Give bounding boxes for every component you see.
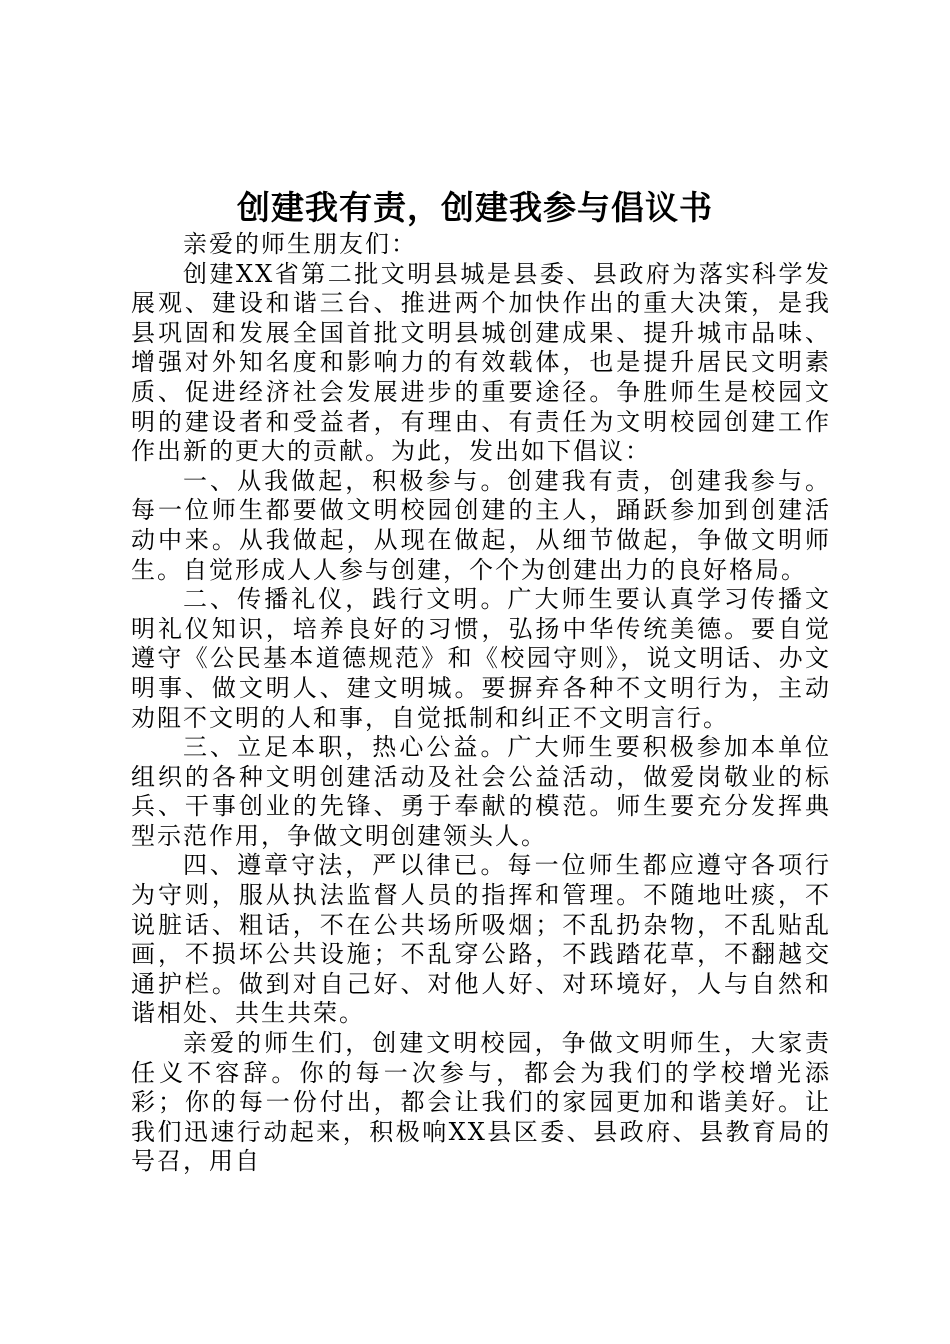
paragraph-proposal-2: 二、传播礼仪，践行文明。广大师生要认真学习传播文明礼仪知识，培养良好的习惯，弘扬中华传统美德。要自觉遵守《公民基本道德规范》和《校园守则》，说文明话、办文明事、做文明人、建文明城。要摒弃各种不文明行为，主动劝阻不文明的人和事，自觉抵制和纠正不文明言行。 [131,585,831,732]
paragraph-intro: 创建XX省第二批文明县城是县委、县政府为落实科学发展观、建设和谐三台、推进两个加快作出的重大决策，是我县巩固和发展全国首批文明县城创建成果、提升城市品味、增强对外知名度和影响力的有效载体，也是提升居民文明素质、促进经济社会发展进步的重要途径。争胜师生是校园文明的建设者和受益者，有理由、有责任为文明校园创建工作作出新的更大的贡献。为此，发出如下倡议： [131,259,831,466]
document-title: 创建我有责，创建我参与倡议书 [237,188,713,227]
paragraph-proposal-4: 四、遵章守法，严以律已。每一位师生都应遵守各项行为守则，服从执法监督人员的指挥和管理。不随地吐痰，不说脏话、粗话，不在公共场所吸烟；不乱扔杂物，不乱贴乱画，不损坏公共设施；不乱穿公路，不践踏花草，不翻越交通护栏。做到对自己好、对他人好、对环境好，人与自然和谐相处、共生共荣。 [131,851,831,1028]
paragraph-proposal-3: 三、立足本职，热心公益。广大师生要积极参加本单位组织的各种文明创建活动及社会公益活动，做爱岗敬业的标兵、干事创业的先锋、勇于奉献的模范。师生要充分发挥典型示范作用，争做文明创建领头人。 [131,733,831,850]
document-body [131,230,831,1177]
paragraph-proposal-1: 一、从我做起，积极参与。创建我有责，创建我参与。每一位师生都要做文明校园创建的主人，踊跃参加到创建活动中来。从我做起，从现在做起，从细节做起，争做文明师生。自觉形成人人参与创建，个个为创建出力的良好格局。 [131,466,831,584]
greeting-line: 亲爱的师生朋友们： [183,230,417,258]
paragraph-closing: 亲爱的师生们，创建文明校园，争做文明师生，大家责任义不容辞。你的每一次参与，都会为我们的学校增光添彩；你的每一份付出，都会让我们的家园更加和谐美好。让我们迅速行动起来，积极响XX县区委、县政府、县教育局的号召，用自 [131,1029,831,1176]
